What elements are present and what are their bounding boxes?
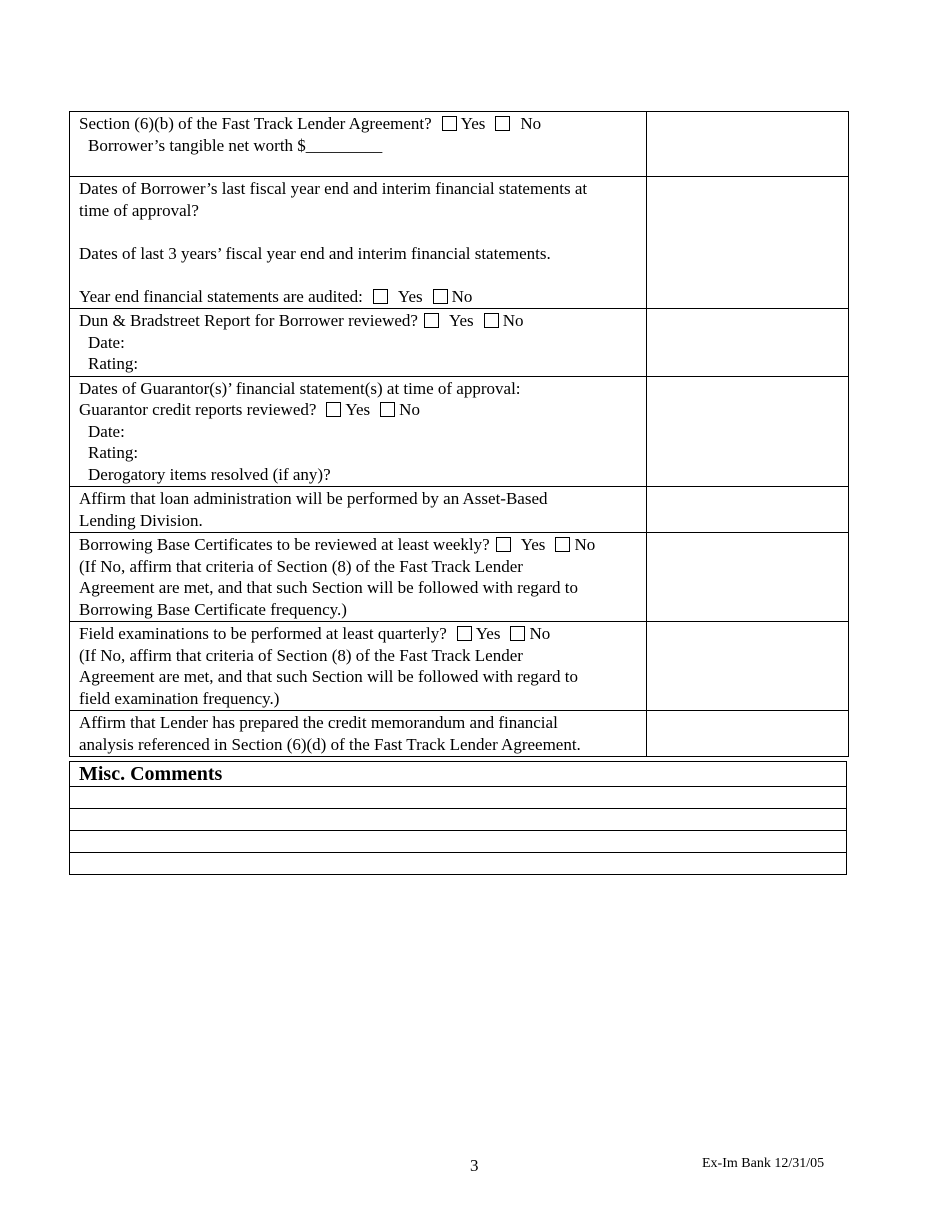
answer-cell[interactable]: [647, 622, 849, 711]
yes-checkbox[interactable]: [326, 402, 341, 417]
yes-label: Yes: [397, 286, 423, 306]
question-text: Borrowing Base Certificate frequency.): [79, 599, 347, 619]
answer-cell[interactable]: [647, 376, 849, 487]
yes-label: Yes: [475, 624, 501, 643]
comment-line[interactable]: [70, 831, 847, 853]
comment-line[interactable]: [70, 787, 847, 809]
no-checkbox[interactable]: [495, 116, 510, 131]
question-cell: [70, 309, 647, 377]
no-label: No: [502, 311, 524, 330]
no-checkbox[interactable]: [433, 289, 448, 304]
yes-label: Yes: [345, 400, 371, 419]
yes-checkbox[interactable]: [496, 537, 511, 552]
answer-cell[interactable]: [647, 309, 849, 377]
table-row: [70, 711, 849, 757]
question-cell: [70, 177, 647, 309]
table-row: [70, 533, 849, 622]
comment-line[interactable]: [70, 809, 847, 831]
misc-comments-table: [69, 761, 847, 875]
yes-checkbox[interactable]: [373, 289, 388, 304]
question-text: Agreement are met, and that such Section will be followed with regard to: [79, 578, 578, 597]
question-text: (If No, affirm that criteria of Section (8) of the Fast Track Lender: [79, 645, 523, 665]
rating-label: Rating:: [88, 354, 139, 373]
question-text: analysis referenced in Section (6)(d) of the Fast Track Lender Agreement.: [79, 734, 581, 754]
answer-cell[interactable]: [647, 533, 849, 622]
question-cell: [70, 376, 647, 487]
no-checkbox[interactable]: [484, 313, 499, 328]
yes-label: Yes: [520, 535, 546, 554]
question-cell: [70, 487, 647, 533]
answer-cell[interactable]: [647, 177, 849, 309]
no-label: No: [399, 400, 420, 419]
table-row: [70, 622, 849, 711]
question-cell: [70, 711, 647, 757]
no-label: No: [574, 535, 596, 554]
yes-checkbox[interactable]: [457, 626, 472, 641]
table-row: [70, 177, 849, 309]
date-label: Date:: [88, 421, 125, 441]
no-label: No: [529, 624, 551, 643]
yes-label: Yes: [448, 311, 474, 330]
question-cell: [70, 622, 647, 711]
question-text: Dun & Bradstreet Report for Borrower reviewed?: [79, 311, 418, 330]
footer-label: Ex-Im Bank 12/31/05: [702, 1156, 825, 1171]
net-worth-line: Borrower’s tangible net worth $_________: [88, 135, 383, 155]
checklist-table: [69, 111, 849, 757]
question-text: Section (6)(b) of the Fast Track Lender Agreement?: [79, 114, 432, 133]
question-text: time of approval?: [79, 200, 199, 220]
table-row: [70, 376, 849, 487]
page-number: 3: [470, 1156, 479, 1175]
yes-checkbox[interactable]: [442, 116, 457, 131]
question-text: Agreement are met, and that such Section will be followed with regard to: [79, 667, 578, 686]
question-text: Borrowing Base Certificates to be reviewed at least weekly?: [79, 535, 490, 554]
no-label: No: [451, 286, 473, 306]
comment-line[interactable]: [70, 853, 847, 875]
question-text: Dates of Borrower’s last fiscal year end and interim financial statements at: [79, 179, 588, 198]
no-checkbox[interactable]: [555, 537, 570, 552]
yes-checkbox[interactable]: [424, 313, 439, 328]
question-text: Lending Division.: [79, 510, 203, 530]
question-text: Affirm that Lender has prepared the credit memorandum and financial: [79, 713, 558, 732]
answer-cell[interactable]: [647, 487, 849, 533]
table-row: [70, 309, 849, 377]
question-text: Affirm that loan administration will be performed by an Asset-Based: [79, 489, 548, 508]
question-text: Year end financial statements are audited:: [79, 286, 363, 306]
question-text: Field examinations to be performed at least quarterly?: [79, 624, 447, 643]
question-text: Dates of last 3 years’ fiscal year end and interim financial statements.: [79, 243, 551, 263]
question-cell: [70, 533, 647, 622]
question-text: (If No, affirm that criteria of Section (8) of the Fast Track Lender: [79, 556, 523, 576]
date-label: Date:: [88, 332, 125, 352]
question-cell: [70, 112, 647, 177]
question-text: Guarantor credit reports reviewed?: [79, 400, 317, 419]
table-row: [70, 487, 849, 533]
no-checkbox[interactable]: [380, 402, 395, 417]
yes-label: Yes: [460, 114, 486, 133]
derogatory-line: Derogatory items resolved (if any)?: [88, 464, 331, 484]
question-text: field examination frequency.): [79, 688, 280, 708]
rating-label: Rating:: [88, 443, 139, 462]
answer-cell[interactable]: [647, 711, 849, 757]
answer-cell[interactable]: [647, 112, 849, 177]
no-label: No: [520, 114, 542, 133]
question-text: Dates of Guarantor(s)’ financial statement(s) at time of approval:: [79, 378, 521, 398]
table-row: [70, 112, 849, 177]
no-checkbox[interactable]: [510, 626, 525, 641]
misc-comments-title: Misc. Comments: [70, 762, 847, 787]
